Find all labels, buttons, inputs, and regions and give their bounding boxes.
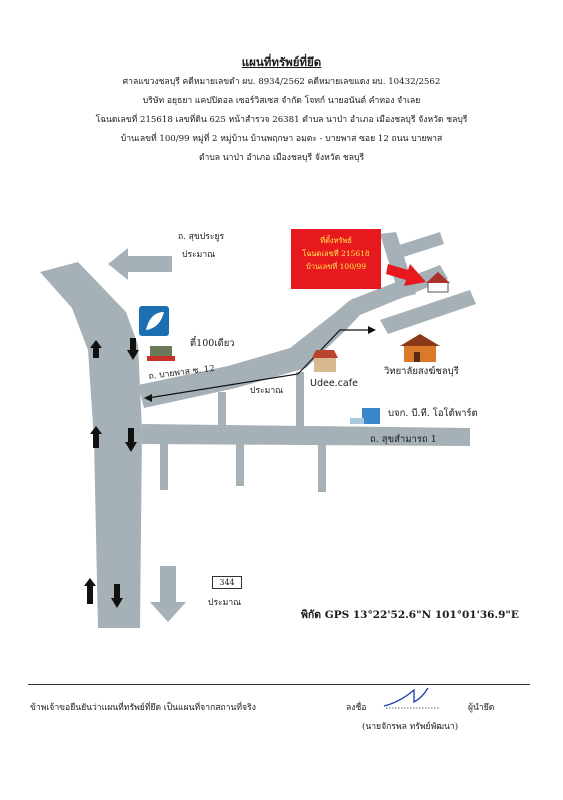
- route-arrowhead-right: [368, 326, 376, 334]
- label-seven-eleven: ตี๋100เดียว: [190, 338, 235, 349]
- label-pramarn-bottom: ประมาณ: [208, 598, 242, 608]
- signer-name: (นายจักรพล ทรัพย์พัฒนา): [362, 722, 459, 732]
- lane-3: [236, 444, 244, 486]
- label-road-suk-prayoon: ถ. สุขประยูร: [178, 232, 225, 242]
- document-title: แผนที่ทรัพย์ที่ยึด: [241, 55, 322, 69]
- header-line-parties: บริษัท อยุธยา แคปปิตอล เซอร์วิสเซส จำกัด โจทก์ นายอนันต์ คำทอง จำเลย: [142, 96, 421, 106]
- cafe-icon: [314, 356, 336, 372]
- label-udee-cafe: Udee.cafe: [310, 378, 358, 389]
- left-direction-arrow: [108, 248, 172, 280]
- label-bypass-soi12: ถ. บายพาส ซ. 12: [148, 363, 216, 382]
- truck-icon: [150, 346, 172, 356]
- company-icon: [362, 408, 380, 424]
- lane-5: [318, 444, 326, 492]
- property-deed-number: โฉนดเลขที่ 215618: [302, 249, 370, 258]
- down-direction-arrow: [150, 566, 186, 622]
- main-highway: [40, 262, 142, 628]
- lane-1: [160, 442, 168, 490]
- label-company: บจก. บี.ที. โอโต้พาร์ต: [388, 408, 478, 419]
- header-line-district: ตำบล นาป่า อำเภอ เมืองชลบุรี จังหวัด ชลบุรี: [198, 153, 365, 163]
- header-line-deed: โฉนดเลขที่ 215618 เลขที่ดิน 625 หน้าสำรวจ 26381 ตำบล นาป่า อำเภอ เมืองชลบุรี จังหวัด ชลบุรี: [95, 115, 468, 125]
- arrow-up-3: [84, 578, 96, 604]
- side-road-4: [390, 232, 444, 260]
- property-house-number: บ้านเลขที่ 100/99: [305, 262, 367, 271]
- road-number-box: 344: [212, 576, 242, 589]
- gps-coordinates: พิกัด GPS 13°22'52.6"N 101°01'36.9"E: [301, 609, 519, 621]
- label-road-suksamarn: ถ. สุขสำมารถ 1: [370, 434, 437, 445]
- label-pramarn-mid: ประมาณ: [250, 386, 284, 396]
- divider-line: [28, 684, 530, 685]
- sign-prefix: ลงชื่อ: [346, 703, 367, 713]
- header-line-address: บ้านเลขที่ 100/99 หมู่ที่ 2 หมู่บ้าน บ้านพฤกษา อมตะ - บายพาส ซอย 12 ถนน บายพาส: [120, 134, 443, 144]
- lane-2: [218, 392, 226, 428]
- sign-role: ผู้นำยึด: [468, 703, 495, 713]
- signature-mark: [380, 684, 440, 712]
- property-location-box: [291, 229, 381, 289]
- lane-4: [296, 372, 304, 428]
- label-college: วิทยาลัยสงฆ์ชลบุรี: [384, 366, 459, 377]
- header-line-court: ศาลแขวงชลบุรี คดีหมายเลขดำ ผบ. 8934/2562 คดีหมายเลขแดง ผบ. 10432/2562: [122, 77, 441, 87]
- certify-statement: ข้าพเจ้าขอยืนยันว่าแผนที่ทรัพย์ที่ยึด เป็นแผนที่จากสถานที่จริง: [30, 703, 256, 713]
- property-location-title: ที่ตั้งทรัพย์: [320, 236, 352, 245]
- label-pramarn-top: ประมาณ: [182, 250, 216, 260]
